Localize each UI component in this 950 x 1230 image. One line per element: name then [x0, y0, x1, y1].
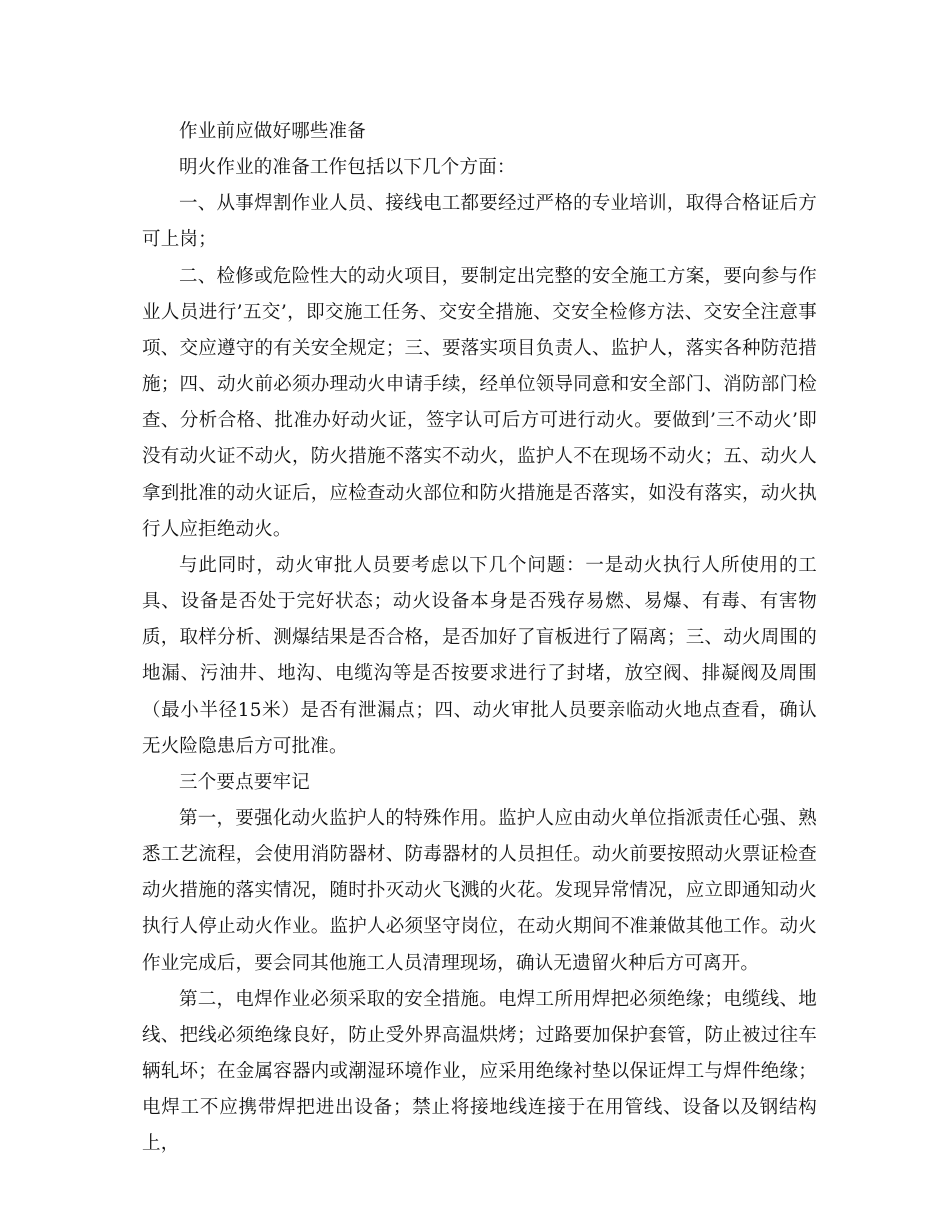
paragraph-approval: 与此同时，动火审批人员要考虑以下几个问题：一是动火执行人所使用的工具、设备是否处于完好状态；动火设备本身是否残存易燃、易爆、有毒、有害物质，取样分析、测爆结果是否合格，是否加好了盲板进行了隔离；三、动火周围的地漏、污油井、地沟、电缆沟等是否按要求进行了封堵，放空阀、排凝阀及周围（最小半径15米）是否有泄漏点；四、动火审批人员要亲临动火地点查看，确认无火险隐患后方可批准。 — [142, 554, 817, 757]
paragraph-intro: 明火作业的准备工作包括以下几个方面： — [179, 157, 516, 179]
paragraph-item-1: 一、从事焊割作业人员、接线电工都要经过严格的专业培训，取得合格证后方可上岗； — [142, 193, 817, 251]
heading-three-points: 三个要点要牢记 — [179, 771, 310, 793]
paragraph-item-2-to-5: 二、检修或危险性大的动火项目，要制定出完整的安全施工方案，要向参与作业人员进行’五交’，即交施工任务、交安全措施、交安全检修方法、交安全注意事项、交应遵守的有关安全规定；三、要落实项目负责人、监护人，落实各种防范措施；四、动火前必须办理动火申请手续，经单位领导同意和安全部门、消防部门检查、分析合格、批准办好动火证，签字认可后方可进行动火。要做到’三不动火’即没有动火证不动火，防火措施不落实不动火，监护人不在现场不动火；五、动火人拿到批准的动火证后，应检查动火部位和防火措施是否落实，如没有落实，动火执行人应拒绝动火。 — [142, 265, 817, 540]
heading-preparation: 作业前应做好哪些准备 — [179, 121, 367, 142]
document-body — [142, 114, 817, 1163]
paragraph-point-1: 第一，要强化动火监护人的特殊作用。监护人应由动火单位指派责任心强、熟悉工艺流程，会使用消防器材、防毒器材的人员担任。动火前要按照动火票证检查动火措施的落实情况，随时扑灭动火飞溅的火花。发现异常情况，应立即通知动火执行人停止动火作业。监护人必须坚守岗位，在动火期间不准兼做其他工作。动火作业完成后，要会同其他施工人员清理现场，确认无遗留火种后方可离开。 — [142, 807, 817, 974]
paragraph-point-2: 第二，电焊作业必须采取的安全措施。电焊工所用焊把必须绝缘；电缆线、地线、把线必须绝缘良好，防止受外界高温烘烤；过路要加保护套管，防止被过往车辆轧坏；在金属容器内或潮湿环境作业，应采用绝缘衬垫以保证焊工与焊件绝缘；电焊工不应携带焊把进出设备；禁止将接地线连接于在用管线、设备以及钢结构上， — [142, 988, 817, 1155]
